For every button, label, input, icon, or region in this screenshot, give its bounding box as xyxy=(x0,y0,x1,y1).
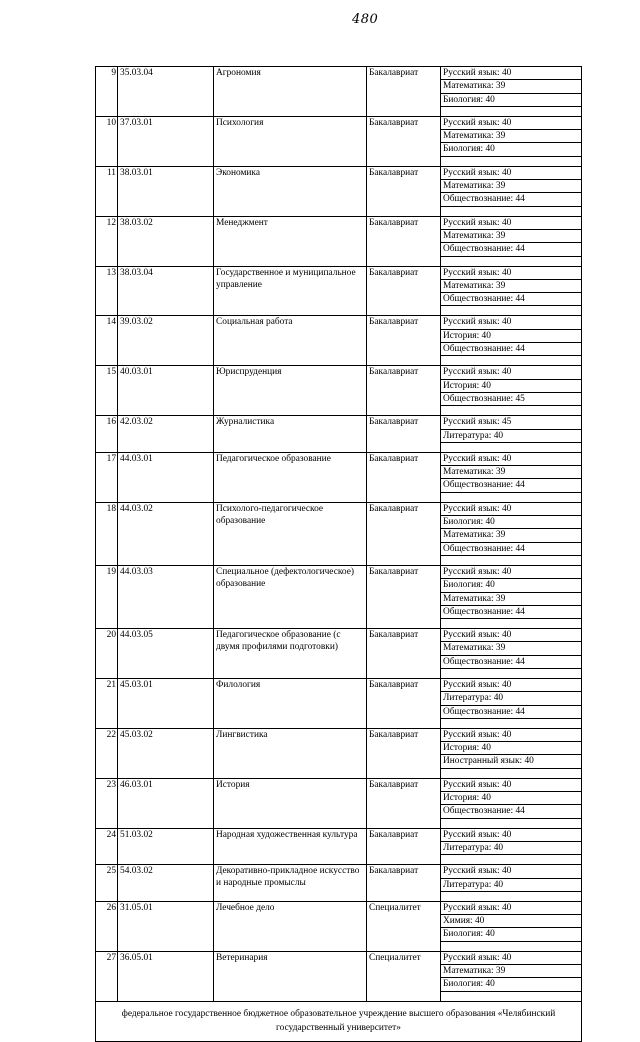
exam-minimum: Математика: 39 xyxy=(441,642,582,655)
exam-minimum: Обществознание: 44 xyxy=(441,805,582,818)
row-number: 25 xyxy=(96,865,118,902)
program-name: Государственное и муниципальное управление xyxy=(214,266,367,316)
exam-empty-cell xyxy=(441,306,582,316)
row-number: 9 xyxy=(96,67,118,117)
exam-minimum: Русский язык: 40 xyxy=(441,728,582,741)
program-code: 35.03.04 xyxy=(118,67,214,117)
education-level: Бакалавриат xyxy=(367,216,441,266)
exam-minimum: Литература: 40 xyxy=(441,429,582,442)
row-number: 21 xyxy=(96,678,118,728)
exam-minimum: Биология: 40 xyxy=(441,579,582,592)
education-level: Бакалавриат xyxy=(367,452,441,502)
table-row xyxy=(96,865,582,878)
table-row xyxy=(96,565,582,578)
program-code: 37.03.01 xyxy=(118,116,214,166)
table-row xyxy=(96,901,582,914)
table-row xyxy=(96,316,582,329)
program-name: Педагогическое образование (с двумя профилями подготовки) xyxy=(214,629,367,679)
program-code: 36.05.01 xyxy=(118,951,214,1001)
education-level: Бакалавриат xyxy=(367,266,441,316)
row-number: 10 xyxy=(96,116,118,166)
exam-empty-cell xyxy=(441,818,582,828)
exam-empty-cell xyxy=(441,156,582,166)
exam-empty-cell xyxy=(441,256,582,266)
exam-empty-cell xyxy=(441,991,582,1001)
table-row xyxy=(96,951,582,964)
row-number: 24 xyxy=(96,828,118,865)
exam-empty-cell xyxy=(441,492,582,502)
exam-empty-cell xyxy=(441,206,582,216)
program-code: 44.03.03 xyxy=(118,565,214,628)
row-number: 26 xyxy=(96,901,118,951)
exam-minimum: Обществознание: 44 xyxy=(441,293,582,306)
exam-minimum: Русский язык: 40 xyxy=(441,166,582,179)
exam-empty-cell xyxy=(441,941,582,951)
program-code: 38.03.01 xyxy=(118,166,214,216)
exam-minimum: История: 40 xyxy=(441,742,582,755)
exam-minimum: Обществознание: 44 xyxy=(441,655,582,668)
exam-minimum: Русский язык: 40 xyxy=(441,216,582,229)
program-code: 51.03.02 xyxy=(118,828,214,865)
education-level: Бакалавриат xyxy=(367,67,441,117)
exam-minimum: Русский язык: 40 xyxy=(441,452,582,465)
exam-minimum: Русский язык: 40 xyxy=(441,828,582,841)
program-code: 44.03.02 xyxy=(118,502,214,565)
row-number: 11 xyxy=(96,166,118,216)
page-number: 480 xyxy=(352,12,379,27)
row-number: 15 xyxy=(96,366,118,416)
table-row xyxy=(96,629,582,642)
program-name: Экономика xyxy=(214,166,367,216)
exam-empty-cell xyxy=(441,718,582,728)
table-row xyxy=(96,67,582,80)
exam-empty-cell xyxy=(441,768,582,778)
exam-minimum: Биология: 40 xyxy=(441,978,582,991)
program-code: 46.03.01 xyxy=(118,778,214,828)
program-name: Журналистика xyxy=(214,416,367,453)
row-number: 17 xyxy=(96,452,118,502)
exam-minimum: Математика: 39 xyxy=(441,529,582,542)
table-row xyxy=(96,678,582,691)
exam-minimum: Русский язык: 40 xyxy=(441,266,582,279)
exam-minimum: История: 40 xyxy=(441,792,582,805)
table-row xyxy=(96,166,582,179)
row-number: 12 xyxy=(96,216,118,266)
row-number: 22 xyxy=(96,728,118,778)
table-row xyxy=(96,728,582,741)
exam-minimum: Обществознание: 44 xyxy=(441,343,582,356)
exam-minimum: Математика: 39 xyxy=(441,80,582,93)
education-level: Бакалавриат xyxy=(367,865,441,902)
program-code: 38.03.04 xyxy=(118,266,214,316)
exam-minimum: Математика: 39 xyxy=(441,466,582,479)
education-level: Бакалавриат xyxy=(367,828,441,865)
exam-minimum: Биология: 40 xyxy=(441,93,582,106)
exam-minimum: Обществознание: 44 xyxy=(441,605,582,618)
row-number: 18 xyxy=(96,502,118,565)
program-code: 38.03.02 xyxy=(118,216,214,266)
row-number: 19 xyxy=(96,565,118,628)
admission-table xyxy=(95,66,582,1042)
row-number: 23 xyxy=(96,778,118,828)
exam-minimum: Русский язык: 40 xyxy=(441,678,582,691)
program-name: Психолого-педагогическое образование xyxy=(214,502,367,565)
table-row xyxy=(96,502,582,515)
row-number: 20 xyxy=(96,629,118,679)
program-code: 44.03.05 xyxy=(118,629,214,679)
exam-minimum: Биология: 40 xyxy=(441,143,582,156)
table-row xyxy=(96,452,582,465)
education-level: Бакалавриат xyxy=(367,778,441,828)
table-row xyxy=(96,828,582,841)
exam-minimum: История: 40 xyxy=(441,329,582,342)
table-row xyxy=(96,116,582,129)
education-level: Бакалавриат xyxy=(367,316,441,366)
exam-minimum: Химия: 40 xyxy=(441,915,582,928)
program-name: Агрономия xyxy=(214,67,367,117)
exam-minimum: Русский язык: 45 xyxy=(441,416,582,429)
exam-minimum: Обществознание: 44 xyxy=(441,705,582,718)
exam-minimum: Русский язык: 40 xyxy=(441,116,582,129)
exam-minimum: История: 40 xyxy=(441,379,582,392)
program-name: Лечебное дело xyxy=(214,901,367,951)
exam-minimum: Математика: 39 xyxy=(441,279,582,292)
exam-minimum: Математика: 39 xyxy=(441,130,582,143)
education-level: Бакалавриат xyxy=(367,565,441,628)
exam-minimum: Иностранный язык: 40 xyxy=(441,755,582,768)
education-level: Бакалавриат xyxy=(367,416,441,453)
exam-minimum: Русский язык: 40 xyxy=(441,629,582,642)
program-name: История xyxy=(214,778,367,828)
program-name: Декоративно-прикладное искусство и народные промыслы xyxy=(214,865,367,902)
program-name: Менеджмент xyxy=(214,216,367,266)
table-row xyxy=(96,778,582,791)
exam-empty-cell xyxy=(441,891,582,901)
row-number: 14 xyxy=(96,316,118,366)
program-name: Психология xyxy=(214,116,367,166)
education-level: Бакалавриат xyxy=(367,502,441,565)
program-name: Филология xyxy=(214,678,367,728)
exam-minimum: Биология: 40 xyxy=(441,516,582,529)
row-number: 27 xyxy=(96,951,118,1001)
program-code: 42.03.02 xyxy=(118,416,214,453)
program-code: 45.03.01 xyxy=(118,678,214,728)
exam-empty-cell xyxy=(441,619,582,629)
program-name: Лингвистика xyxy=(214,728,367,778)
exam-minimum: Русский язык: 40 xyxy=(441,901,582,914)
program-name: Народная художественная культура xyxy=(214,828,367,865)
education-level: Бакалавриат xyxy=(367,629,441,679)
exam-minimum: Математика: 39 xyxy=(441,592,582,605)
exam-minimum: Литература: 40 xyxy=(441,878,582,891)
exam-empty-cell xyxy=(441,356,582,366)
program-code: 54.03.02 xyxy=(118,865,214,902)
exam-minimum: Математика: 39 xyxy=(441,229,582,242)
exam-minimum: Русский язык: 40 xyxy=(441,951,582,964)
institution-name: федеральное государственное бюджетное образовательное учреждение высшего образования «Челябинский государственный университет» xyxy=(96,1001,582,1041)
program-name: Юриспруденция xyxy=(214,366,367,416)
exam-minimum: Русский язык: 40 xyxy=(441,865,582,878)
exam-minimum: Биология: 40 xyxy=(441,928,582,941)
exam-minimum: Русский язык: 40 xyxy=(441,778,582,791)
program-code: 31.05.01 xyxy=(118,901,214,951)
exam-empty-cell xyxy=(441,668,582,678)
education-level: Бакалавриат xyxy=(367,116,441,166)
exam-minimum: Русский язык: 40 xyxy=(441,67,582,80)
exam-minimum: Литература: 40 xyxy=(441,692,582,705)
exam-minimum: Русский язык: 40 xyxy=(441,565,582,578)
table-row xyxy=(96,366,582,379)
education-level: Бакалавриат xyxy=(367,366,441,416)
table-row xyxy=(96,266,582,279)
exam-empty-cell xyxy=(441,855,582,865)
table-row xyxy=(96,416,582,429)
row-number: 16 xyxy=(96,416,118,453)
education-level: Специалитет xyxy=(367,951,441,1001)
program-name: Педагогическое образование xyxy=(214,452,367,502)
exam-minimum: Обществознание: 45 xyxy=(441,392,582,405)
exam-minimum: Литература: 40 xyxy=(441,841,582,854)
exam-empty-cell xyxy=(441,555,582,565)
exam-minimum: Обществознание: 44 xyxy=(441,542,582,555)
exam-empty-cell xyxy=(441,442,582,452)
exam-minimum: Обществознание: 44 xyxy=(441,243,582,256)
exam-minimum: Обществознание: 44 xyxy=(441,479,582,492)
program-name: Специальное (дефектологическое) образование xyxy=(214,565,367,628)
education-level: Бакалавриат xyxy=(367,728,441,778)
exam-minimum: Русский язык: 40 xyxy=(441,316,582,329)
exam-minimum: Русский язык: 40 xyxy=(441,366,582,379)
footer-row xyxy=(96,1001,582,1041)
program-code: 45.03.02 xyxy=(118,728,214,778)
row-number: 13 xyxy=(96,266,118,316)
program-code: 39.03.02 xyxy=(118,316,214,366)
exam-empty-cell xyxy=(441,406,582,416)
education-level: Бакалавриат xyxy=(367,166,441,216)
program-name: Ветеринария xyxy=(214,951,367,1001)
exam-minimum: Математика: 39 xyxy=(441,180,582,193)
table-body xyxy=(96,67,582,1042)
program-code: 40.03.01 xyxy=(118,366,214,416)
table-row xyxy=(96,216,582,229)
education-level: Специалитет xyxy=(367,901,441,951)
exam-empty-cell xyxy=(441,106,582,116)
program-code: 44.03.01 xyxy=(118,452,214,502)
education-level: Бакалавриат xyxy=(367,678,441,728)
exam-minimum: Математика: 39 xyxy=(441,965,582,978)
exam-minimum: Обществознание: 44 xyxy=(441,193,582,206)
exam-minimum: Русский язык: 40 xyxy=(441,502,582,515)
program-name: Социальная работа xyxy=(214,316,367,366)
